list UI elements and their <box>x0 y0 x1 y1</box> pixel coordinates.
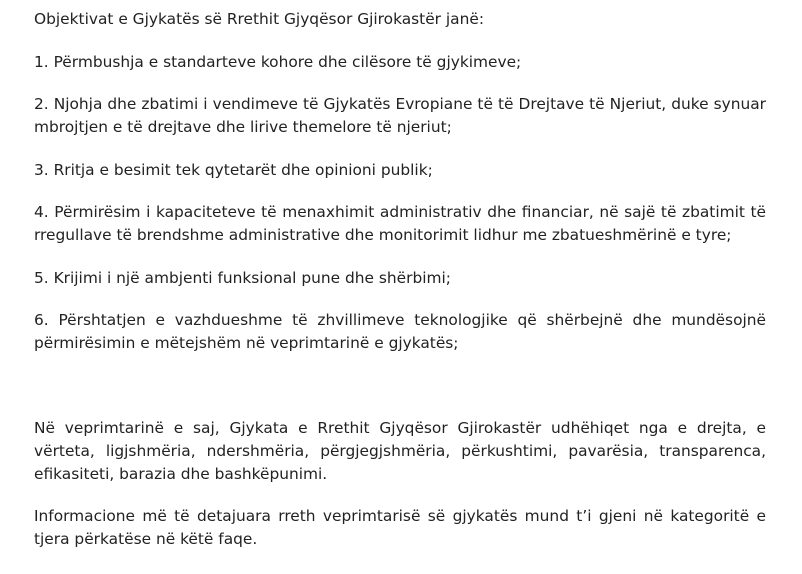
info-paragraph: Informacione më të detajuara rreth veprimtarisë së gjykatës mund t’i gjeni në kategoritë e tjera përkatëse në këtë faqe. <box>34 507 766 548</box>
objective-item-4: 4. Përmirësim i kapaciteteve të menaxhimit administrativ dhe financiar, në sajë të zbatimit të rregullave të brendshme administrative dhe monitorimit lidhur me zbatueshmërinë e tyre; <box>34 203 766 244</box>
objective-item-3: 3. Rritja e besimit tek qytetarët dhe opinioni publik; <box>34 160 433 179</box>
objective-item-5: 5. Krijimi i një ambjenti funksional pune dhe shërbimi; <box>34 268 451 287</box>
document-body <box>34 8 766 551</box>
objective-item-2: 2. Njohja dhe zbatimi i vendimeve të Gjykatës Evropiane të të Drejtave të Njeriut, duke synuar mbrojtjen e të drejtave dhe lirive themelore të njeriut; <box>34 95 766 136</box>
objective-item-1: 1. Përmbushja e standarteve kohore dhe cilësore të gjykimeve; <box>34 52 522 71</box>
objective-item-6: 6. Përshtatjen e vazhdueshme të zhvillimeve teknologjike që shërbejnë dhe mundësojnë përmirësimin e mëtejshëm në veprimtarinë e gjykatës; <box>34 311 766 352</box>
values-paragraph: Në veprimtarinë e saj, Gjykata e Rrethit Gjyqësor Gjirokastër udhëhiqet nga e drejta, e vërteta, ligjshmëria, ndershmëria, përgjegjshmëria, përkushtimi, pavarësia, transparenca, efikasiteti, barazia dhe bashkëpunimi. <box>34 418 766 483</box>
objectives-intro: Objektivat e Gjykatës së Rrethit Gjyqësor Gjirokastër janë: <box>34 10 485 28</box>
section-spacer <box>34 375 766 417</box>
